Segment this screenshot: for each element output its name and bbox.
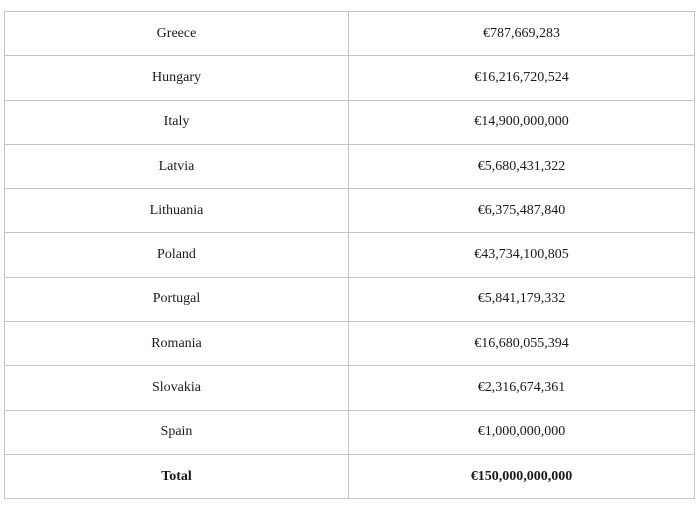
amount-cell: €787,669,283 bbox=[349, 12, 695, 56]
total-label: Total bbox=[5, 454, 349, 498]
country-cell: Greece bbox=[5, 12, 349, 56]
table-row bbox=[5, 56, 695, 100]
table-row bbox=[5, 189, 695, 233]
amount-cell: €5,680,431,322 bbox=[349, 144, 695, 188]
table-row bbox=[5, 277, 695, 321]
amount-cell: €16,680,055,394 bbox=[349, 322, 695, 366]
table-row bbox=[5, 233, 695, 277]
table-row bbox=[5, 410, 695, 454]
amount-cell: €43,734,100,805 bbox=[349, 233, 695, 277]
allocation-table bbox=[4, 11, 695, 499]
table-row bbox=[5, 366, 695, 410]
country-cell: Spain bbox=[5, 410, 349, 454]
amount-cell: €2,316,674,361 bbox=[349, 366, 695, 410]
amount-cell: €6,375,487,840 bbox=[349, 189, 695, 233]
amount-cell: €16,216,720,524 bbox=[349, 56, 695, 100]
country-cell: Latvia bbox=[5, 144, 349, 188]
country-cell: Italy bbox=[5, 100, 349, 144]
table-row bbox=[5, 12, 695, 56]
amount-cell: €5,841,179,332 bbox=[349, 277, 695, 321]
country-cell: Portugal bbox=[5, 277, 349, 321]
amount-cell: €14,900,000,000 bbox=[349, 100, 695, 144]
country-cell: Romania bbox=[5, 322, 349, 366]
country-cell: Lithuania bbox=[5, 189, 349, 233]
country-cell: Slovakia bbox=[5, 366, 349, 410]
country-cell: Hungary bbox=[5, 56, 349, 100]
total-amount: €150,000,000,000 bbox=[349, 454, 695, 498]
table-row bbox=[5, 322, 695, 366]
amount-cell: €1,000,000,000 bbox=[349, 410, 695, 454]
table-row bbox=[5, 144, 695, 188]
total-row bbox=[5, 454, 695, 498]
country-cell: Poland bbox=[5, 233, 349, 277]
table-row bbox=[5, 100, 695, 144]
